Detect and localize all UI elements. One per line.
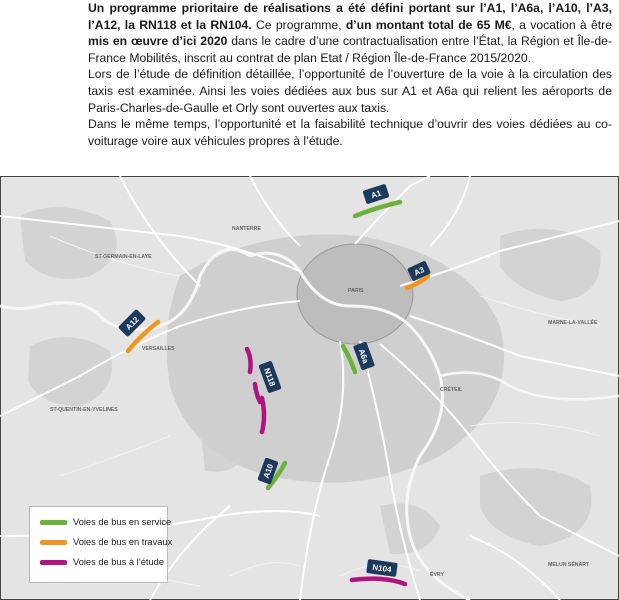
- legend-swatch-purple: [40, 560, 67, 565]
- text-span: Ce programme,: [251, 17, 346, 32]
- legend-item-service: [40, 515, 171, 529]
- legend-item-etude: [40, 555, 164, 569]
- map-legend: [29, 506, 173, 583]
- label-marne: MARNE-LA-VALLÉE: [548, 320, 598, 326]
- svg-text:A12: A12: [123, 314, 141, 332]
- label-versailles: VERSAILLES: [142, 346, 175, 352]
- paris-area: [297, 244, 413, 344]
- label-st-quentin: ST-QUENTIN-EN-YVELINES: [50, 407, 118, 413]
- legend-swatch-orange: [40, 540, 67, 545]
- legend-label: Voies de bus en service: [73, 517, 172, 527]
- label-st-germain: ST-GERMAIN-EN-LAYE: [95, 254, 152, 260]
- paragraph-1: [88, 0, 612, 66]
- label-nanterre: NANTERRE: [232, 226, 261, 232]
- legend-item-travaux: [40, 535, 172, 549]
- text-span: , a vocation à être: [511, 17, 612, 32]
- legend-label: Voies de bus à l’étude: [73, 557, 164, 567]
- legend-label: Voies de bus en travaux: [73, 537, 173, 547]
- article-text: [88, 0, 612, 149]
- bold-deadline: mis en œuvre d’ici 2020: [88, 34, 228, 49]
- label-melun: MELUN SÉNART: [548, 562, 590, 568]
- svg-text:N118: N118: [262, 366, 277, 388]
- bold-amount: d’un montant total de 65 M€: [345, 17, 512, 32]
- svg-text:A3: A3: [412, 265, 426, 278]
- paragraph-3: Dans le même temps, l’opportunité et la faisabilité technique d’ouvrir des voies dédiées au co-voiturage voire aux véhicules propres à l’étude.: [88, 117, 612, 148]
- label-evry: ÉVRY: [430, 572, 444, 578]
- text-span: dans le cadre d’une contractualisation entre l’État, la Région et Île-de-France Mobilités, inscrit au contrat de plan Etat / Région Île-de-France 2015/2020.: [88, 34, 612, 65]
- label-paris: PARIS: [348, 288, 364, 294]
- svg-text:A10: A10: [261, 462, 276, 480]
- legend-swatch-green: [40, 520, 67, 525]
- svg-text:N104: N104: [371, 562, 393, 575]
- bold-intro: Un programme prioritaire de réalisations a été défini portant sur l’A1, l’A6a, l’A10, l’A3, l’A12, la RN118 et la RN104.: [88, 1, 612, 32]
- svg-text:A1: A1: [369, 188, 383, 201]
- label-creteil: CRÉTEIL: [440, 387, 463, 393]
- svg-text:A6a: A6a: [356, 347, 371, 365]
- paragraph-2: Lors de l’étude de définition détaillée, l’opportunité de l’ouverture de la voie à la circulation des taxis est examinée. Ainsi les voies dédiées aux bus sur A1 et A6a qui relient les aéroports de Paris-Charles-de-Gaulle et Orly sont ouvertes aux taxis.: [88, 67, 612, 115]
